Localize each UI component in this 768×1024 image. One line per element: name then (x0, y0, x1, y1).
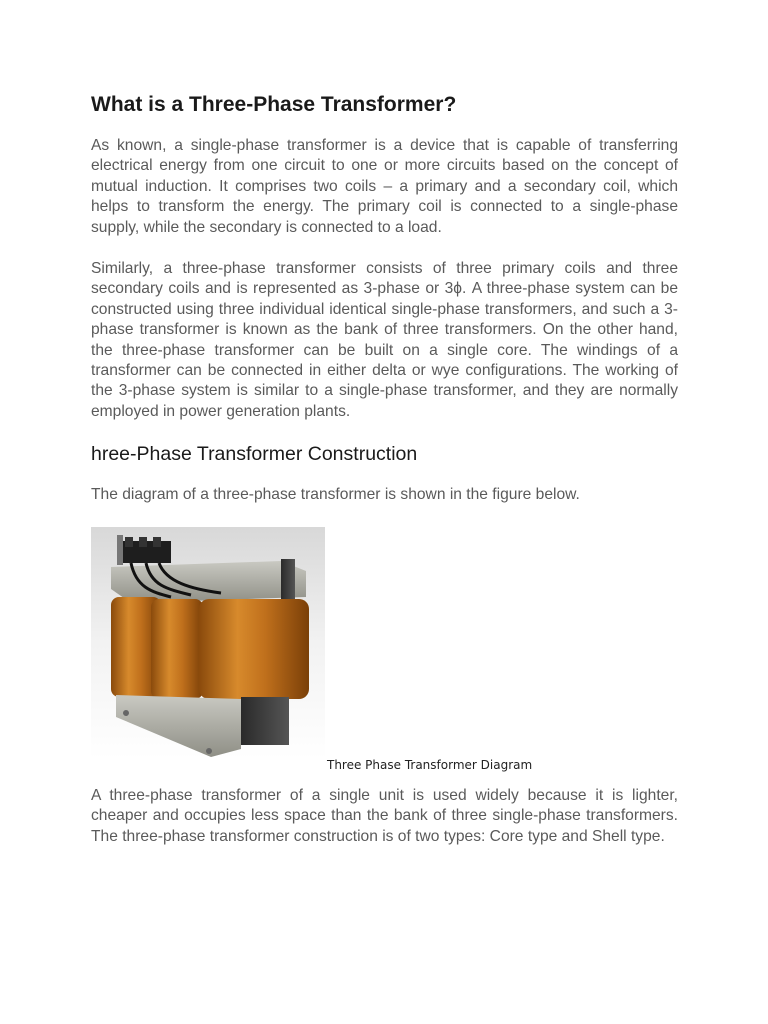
three-phase-paragraph: Similarly, a three-phase transformer consists of three primary coils and three secondary coils and is represented as 3-phase or 3ϕ. A three-phase system can be constructed using three individual identical single-phase transformers, and such a 3-phase transformer is known as the bank of three transformers. On the other hand, the three-phase transformer can be built on a single core. The windings of a transformer can be connected in either delta or wye configurations. The working of the 3-phase system is similar to a single-phase transformer, and they are normally employed in power generation plants. (91, 260, 678, 420)
transformer-image (91, 527, 325, 759)
construction-paragraph: A three-phase transformer of a single unit is used widely because it is lighter, cheaper and occupies less space than the bank of three single-phase transformers. The three-phase transformer construction is of two types: Core type and Shell type. (91, 787, 678, 845)
figure-caption: Three Phase Transformer Diagram (327, 758, 533, 772)
page-title: What is a Three-Phase Transformer? (91, 93, 457, 116)
section-heading: hree-Phase Transformer Construction (91, 443, 418, 465)
intro-paragraph: As known, a single-phase transformer is a device that is capable of transferring electrical energy from one circuit to one or more circuits based on the concept of mutual induction. It comprises two coils – a primary and a secondary coil, which helps to transform the energy. The primary coil is connected to a single-phase supply, while the secondary is connected to a load. (91, 137, 678, 236)
diagram-intro-paragraph: The diagram of a three-phase transformer is shown in the figure below. (91, 486, 580, 503)
